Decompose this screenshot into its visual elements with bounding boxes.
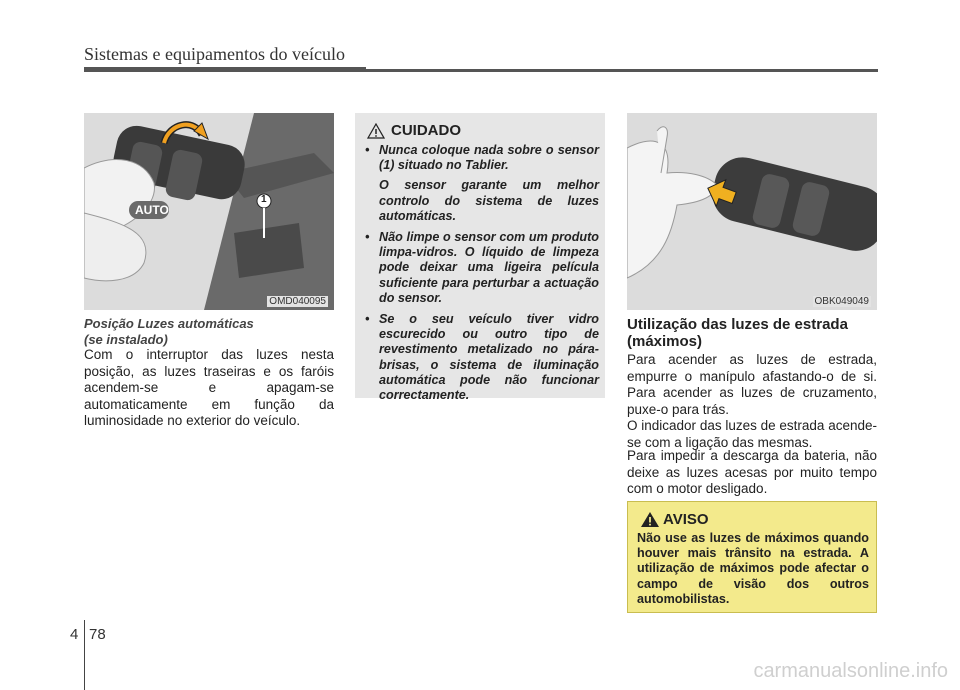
caution-item-text: Nunca coloque nada sobre o sensor (1) situado no Tablier.: [379, 143, 599, 173]
caution-box: [355, 113, 605, 403]
auto-light-description: Com o interruptor das luzes nesta posição, as luzes traseiras e os faróis acendem-se e apagam-se automaticamente em função da luminosidade no exterior do veículo.: [84, 347, 334, 428]
page-number: 78: [89, 626, 106, 643]
footer-divider: [84, 620, 85, 690]
warning-triangle-icon: [640, 511, 660, 528]
section-heading: Utilização das luzes de estrada (máximos): [627, 316, 848, 350]
bullet-icon: •: [365, 143, 370, 157]
caution-item: [365, 143, 599, 224]
caution-item: [365, 230, 599, 306]
high-beam-illustration: [627, 113, 877, 310]
watermark: carmanualsonline.info: [753, 660, 948, 682]
caution-triangle-icon: [367, 123, 385, 139]
bullet-icon: •: [365, 230, 370, 245]
warning-box: [627, 501, 877, 613]
warning-text: Não use as luzes de máximos quando houver mais trânsito na estrada. A utilização de máximos pode afectar o campo de visão dos outros automobilistas.: [637, 531, 869, 606]
caution-item-text: Não limpe o sensor com um produto limpa-vidros. O líquido de limpeza pode deixar uma ligeira película suficiente para perturbar a actuação do sensor.: [379, 230, 599, 305]
figure-code: OMD040095: [269, 296, 326, 307]
caution-list: [365, 143, 599, 409]
figure-caption: [84, 316, 334, 348]
chapter-number: 4: [70, 626, 79, 643]
header-rule-accent: [84, 67, 366, 72]
light-switch-illustration: [84, 113, 334, 310]
high-beam-paragraph: O indicador das luzes de estrada acende-se com a ligação das mesmas.: [627, 418, 877, 450]
caption-line-2: (se instalado): [84, 332, 168, 347]
high-beam-paragraph: Para acender as luzes de estrada, empurre o manípulo afastando-o de si. Para acender as luzes de cruzamento, puxe-o para trás.: [627, 352, 877, 417]
warning-title: AVISO: [663, 511, 709, 528]
caption-line-1: Posição Luzes automáticas: [84, 316, 254, 331]
page-header-title: Sistemas e equipamentos do veículo: [84, 44, 345, 64]
high-beam-lever-figure: [627, 113, 877, 310]
caution-item-text: Se o seu veículo tiver vidro escurecido ou outro tipo de revestimento metalizado no pára-brisas, o sistema de iluminação automática pode não funcionar correctamente.: [379, 312, 599, 403]
sensor-number-label: 1: [261, 194, 267, 205]
auto-label: AUTO: [135, 203, 169, 217]
caution-item-extra: O sensor garante um melhor controlo do sistema de luzes automáticas.: [379, 178, 599, 223]
high-beam-paragraph: Para impedir a descarga da bateria, não deixe as luzes acesas por muito tempo com o motor desligado.: [627, 448, 877, 496]
auto-light-switch-figure: [84, 113, 334, 310]
bullet-icon: •: [365, 312, 370, 327]
figure-code: OBK049049: [814, 296, 869, 307]
caution-title: CUIDADO: [391, 122, 461, 139]
caution-item: [365, 312, 599, 403]
